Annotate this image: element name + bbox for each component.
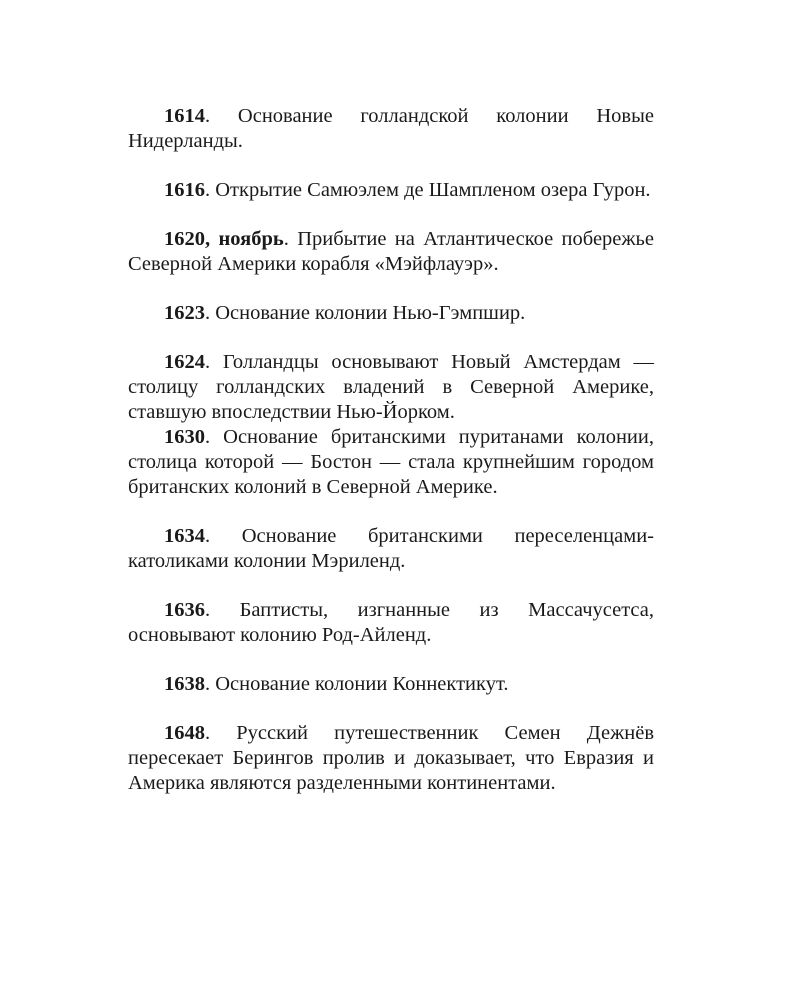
entry-1634 [128,524,654,574]
entry-1614 [128,104,654,154]
entry-year: 1648 [164,722,205,744]
entry-text: . Основание колонии Нью-Гэмпшир. [205,302,526,324]
entry-1648 [128,721,654,796]
entry-text: . Основание британскими переселенцами-католиками колонии Мэриленд. [128,525,654,572]
entry-1636 [128,598,654,648]
entry-1620 [128,227,654,277]
entry-text: . Русский путешественник Семен Дежнёв пересекает Берингов пролив и доказывает, что Евразия и Америка являются разделенными континентами. [128,722,654,794]
entry-year: 1636 [164,599,205,621]
entry-year: 1638 [164,673,205,695]
entry-1616 [128,178,654,203]
entry-1638 [128,672,654,697]
entry-text: . Основание британскими пуританами колонии, столица которой — Бостон — стала крупнейшим городом британских колоний в Северной Америке. [128,426,654,498]
entry-text: . Основание колонии Коннектикут. [205,673,509,695]
entry-year: 1614 [164,105,205,127]
entry-1624 [128,350,654,425]
entry-year: 1624 [164,351,205,373]
entry-text: . Открытие Самюэлем де Шампленом озера Гурон. [205,179,651,201]
entry-text: . Баптисты, изгнанные из Массачусетса, основывают колонию Род-Айленд. [128,599,654,646]
chronology-page [128,104,654,796]
entry-year: 1623 [164,302,205,324]
entry-year: 1634 [164,525,205,547]
entry-text: . Голландцы основывают Новый Амстердам — столицу голландских владений в Северной Америке, ставшую впоследствии Нью-Йорком. [128,351,654,423]
entry-year: 1630 [164,426,205,448]
entry-year: 1616 [164,179,205,201]
entry-year: 1620, ноябрь [164,228,284,250]
entry-text: . Прибытие на Атлантическое побережье Северной Америки корабля «Мэйфлауэр». [128,228,654,275]
entry-1630 [128,425,654,500]
entry-text: . Основание голландской колонии Новые Нидерланды. [128,105,654,152]
entry-1623 [128,301,654,326]
